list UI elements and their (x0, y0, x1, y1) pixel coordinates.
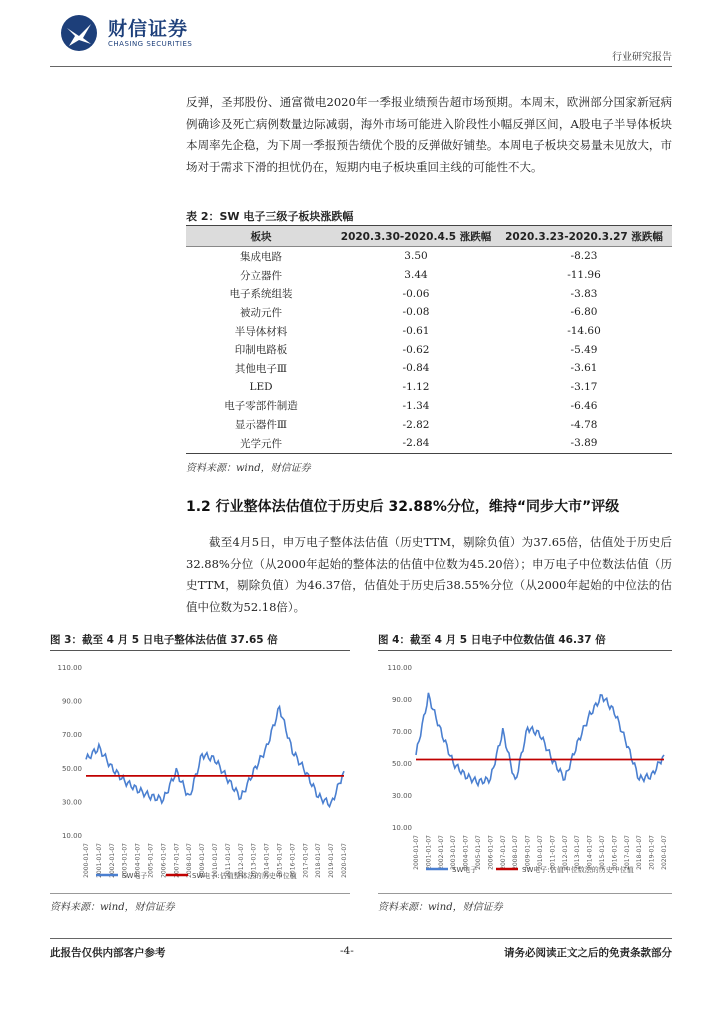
x-tick-label: 2004-01-07 (462, 835, 470, 870)
x-tick-label: 2018-01-07 (315, 843, 323, 878)
sector-change-table (186, 225, 672, 454)
y-tick-label: 90.00 (391, 696, 412, 704)
footer-disclaimer: 请务必阅读正文之后的免责条款部分 (504, 947, 672, 959)
table-row (186, 359, 672, 378)
change-value-cell: -0.62 (402, 343, 430, 356)
figure-4-bottom-rule (378, 893, 672, 894)
x-tick-label: 2001-01-07 (95, 843, 103, 878)
change-value-cell: -3.17 (570, 381, 598, 394)
x-tick-label: 2020-01-07 (661, 835, 668, 870)
table-source: 资料来源：wind，财信证券 (186, 463, 311, 474)
x-tick-label: 2003-01-07 (121, 843, 129, 878)
table-header-cell: 板块 (186, 226, 336, 247)
change-value-cell: -3.61 (570, 362, 598, 375)
figure-3-source: 资料来源：wind，财信证券 (50, 902, 175, 913)
x-tick-label: 2003-01-07 (450, 835, 458, 870)
x-tick-label: 2017-01-07 (302, 843, 310, 878)
change-value-cell: 3.44 (404, 269, 428, 282)
x-tick-label: 2015-01-07 (599, 835, 606, 870)
y-tick-label: 70.00 (391, 728, 412, 736)
x-tick-label: 2018-01-07 (636, 835, 644, 870)
body-paragraph-1: 反弹，圣邦股份、通富微电2020年一季报业绩预告超市场预期。本周末，欧洲部分国家新冠病例确诊及死亡病例数量边际减弱，海外市场可能进入阶段性小幅反弹区间，A股电子半导体板块本周率先企稳，为下周一季报预告绩优个股的反弹做好铺垫。本周电子板块交易量未见放大，市场对于需求下滑的担忧仍在，短期内电子板块重回主线的可能性不大。 (186, 95, 672, 174)
x-tick-label: 2008-01-07 (186, 843, 194, 878)
x-tick-label: 2010-01-07 (537, 835, 544, 870)
table-row (186, 322, 672, 341)
y-tick-label: 50.00 (391, 760, 412, 768)
x-tick-label: 2019-01-07 (328, 843, 336, 878)
sector-name-cell: 光学元件 (186, 434, 336, 453)
change-value-cell: -0.06 (402, 287, 430, 300)
x-tick-label: 2011-01-07 (549, 835, 557, 870)
sector-name-cell: 集成电路 (240, 250, 282, 263)
x-tick-label: 2005-01-07 (475, 835, 482, 870)
table-row (186, 247, 672, 266)
x-tick-label: 2017-01-07 (623, 835, 631, 870)
sector-name-cell: 电子零部件制造 (224, 400, 298, 413)
change-value-cell: -6.80 (570, 306, 598, 319)
company-logo (60, 12, 230, 52)
sector-name-cell: 被动元件 (240, 306, 282, 319)
change-value-cell: -1.12 (402, 381, 430, 394)
x-tick-label: 2007-01-07 (499, 835, 507, 870)
x-tick-label: 2014-01-07 (263, 843, 271, 878)
x-tick-label: 2012-01-07 (237, 843, 245, 878)
sector-name-cell: 电子系统组装 (229, 288, 293, 301)
x-tick-label: 2008-01-07 (512, 835, 520, 870)
figure-3-bottom-rule (50, 893, 350, 894)
table-row (186, 303, 672, 322)
x-tick-label: 2020-01-07 (341, 843, 348, 878)
change-value-cell: -0.84 (402, 362, 430, 375)
legend-label: SW电子 (452, 866, 478, 874)
change-value-cell: -3.89 (496, 434, 672, 453)
legend-label: SW电子 (122, 872, 148, 880)
table-header-cell: 2020.3.23-2020.3.27 涨跌幅 (496, 226, 672, 247)
y-tick-label: 110.00 (57, 664, 82, 672)
x-tick-label: 2014-01-07 (586, 835, 594, 870)
sector-name-cell: 分立器件 (240, 269, 282, 282)
sector-name-cell: 其他电子Ⅲ (234, 362, 288, 375)
change-value-cell: -11.96 (567, 269, 601, 282)
change-value-cell: -5.49 (570, 343, 598, 356)
valuation-series-line (86, 707, 344, 807)
table-header-row (186, 226, 672, 247)
legend-label: SW电子:估值中位数法的历史中位值 (522, 866, 634, 874)
sector-name-cell: LED (249, 381, 273, 394)
table-body (186, 247, 672, 454)
legend-label: SW电子:估值整体法的历史中位值 (192, 872, 297, 880)
figure-3-chart (52, 655, 350, 890)
figure-4-title: 图 4：截至 4 月 5 日电子中位数估值 46.37 倍 (378, 634, 606, 646)
y-tick-label: 50.00 (61, 764, 82, 773)
x-tick-label: 2019-01-07 (648, 835, 656, 870)
valuation-series-line (416, 693, 664, 786)
x-tick-label: 2012-01-07 (561, 835, 569, 870)
figure-3-rule (50, 650, 350, 651)
footer-divider (50, 938, 672, 939)
x-tick-label: 2016-01-07 (611, 835, 619, 870)
footer-notice: 此报告仅供内部客户参考 (50, 947, 166, 959)
x-tick-label: 2009-01-07 (524, 835, 532, 870)
figure-4-rule (378, 650, 672, 651)
x-tick-label: 2001-01-07 (425, 835, 433, 870)
change-value-cell: -6.46 (570, 399, 598, 412)
report-type: 行业研究报告 (612, 52, 672, 63)
table-row (186, 434, 672, 453)
x-tick-label: 2000-01-07 (83, 843, 90, 878)
logo-text-cn: 财信证券 (108, 18, 189, 40)
table-row (186, 340, 672, 359)
section-heading: 1.2 行业整体法估值位于历史后 32.88%分位，维持“同步大市”评级 (186, 499, 620, 515)
y-tick-label: 10.00 (61, 832, 82, 840)
y-tick-label: 70.00 (61, 731, 82, 740)
change-value-cell: -1.34 (402, 399, 430, 412)
table-row (186, 415, 672, 434)
change-value-cell: -8.23 (570, 250, 598, 263)
sector-name-cell: 印制电路板 (234, 344, 288, 357)
x-tick-label: 2005-01-07 (147, 843, 155, 878)
y-tick-label: 110.00 (387, 664, 412, 672)
table-title: 表 2：SW 电子三级子板块涨跌幅 (186, 210, 354, 223)
x-tick-label: 2006-01-07 (160, 843, 168, 878)
change-value-cell: 3.50 (404, 250, 428, 263)
change-value-cell: -14.60 (567, 325, 601, 338)
figure-3-title: 图 3：截至 4 月 5 日电子整体法估值 37.65 倍 (50, 634, 278, 646)
x-tick-label: 2004-01-07 (134, 843, 142, 878)
body-paragraph-2: 截至4月5日，申万电子整体法估值（历史TTM，剔除负值）为37.65倍，估值处于历史后32.88%分位（从2000年起始的整体法的估值中位数为45.20倍）；申万电子中位数法估值（历史TTM，剔除负值）为46.37倍，估值处于历史后38.55%分位（从2000年起始的中位法的估值中位数为52.18倍）。 (186, 535, 672, 614)
x-tick-label: 2013-01-07 (574, 835, 582, 870)
x-tick-label: 2013-01-07 (250, 843, 258, 878)
x-tick-label: 2016-01-07 (289, 843, 297, 878)
x-tick-label: 2002-01-07 (108, 843, 116, 878)
x-tick-label: 2007-01-07 (173, 843, 181, 878)
x-tick-label: 2002-01-07 (437, 835, 445, 870)
sector-name-cell: 显示器件Ⅲ (234, 419, 288, 432)
page-number: -4- (340, 945, 354, 957)
x-tick-label: 2000-01-07 (413, 835, 420, 870)
change-value-cell: -0.61 (402, 325, 430, 338)
y-tick-label: 10.00 (391, 824, 412, 832)
x-tick-label: 2015-01-07 (276, 843, 284, 878)
change-value-cell: -3.83 (570, 287, 598, 300)
x-tick-label: 2009-01-07 (199, 843, 207, 878)
y-tick-label: 90.00 (61, 697, 82, 706)
figure-4-source: 资料来源：wind，财信证券 (378, 902, 503, 913)
table-row (186, 378, 672, 397)
table-row (186, 397, 672, 416)
logo-text-en: CHASING SECURITIES (108, 40, 193, 48)
sector-name-cell: 半导体材料 (234, 325, 288, 338)
y-tick-label: 30.00 (391, 792, 412, 800)
change-value-cell: -0.08 (402, 306, 430, 319)
x-tick-label: 2011-01-07 (224, 843, 232, 878)
table-header-cell: 2020.3.30-2020.4.5 涨跌幅 (336, 226, 496, 247)
header-divider (50, 66, 672, 67)
table-row (186, 266, 672, 285)
change-value-cell: -2.84 (336, 434, 496, 453)
x-tick-label: 2010-01-07 (212, 843, 219, 878)
logo-icon (60, 14, 98, 52)
table-row (186, 284, 672, 303)
change-value-cell: -2.82 (402, 418, 430, 431)
change-value-cell: -4.78 (570, 418, 598, 431)
y-tick-label: 30.00 (61, 798, 82, 807)
x-tick-label: 2006-01-07 (487, 835, 495, 870)
figure-4-chart (378, 655, 672, 890)
